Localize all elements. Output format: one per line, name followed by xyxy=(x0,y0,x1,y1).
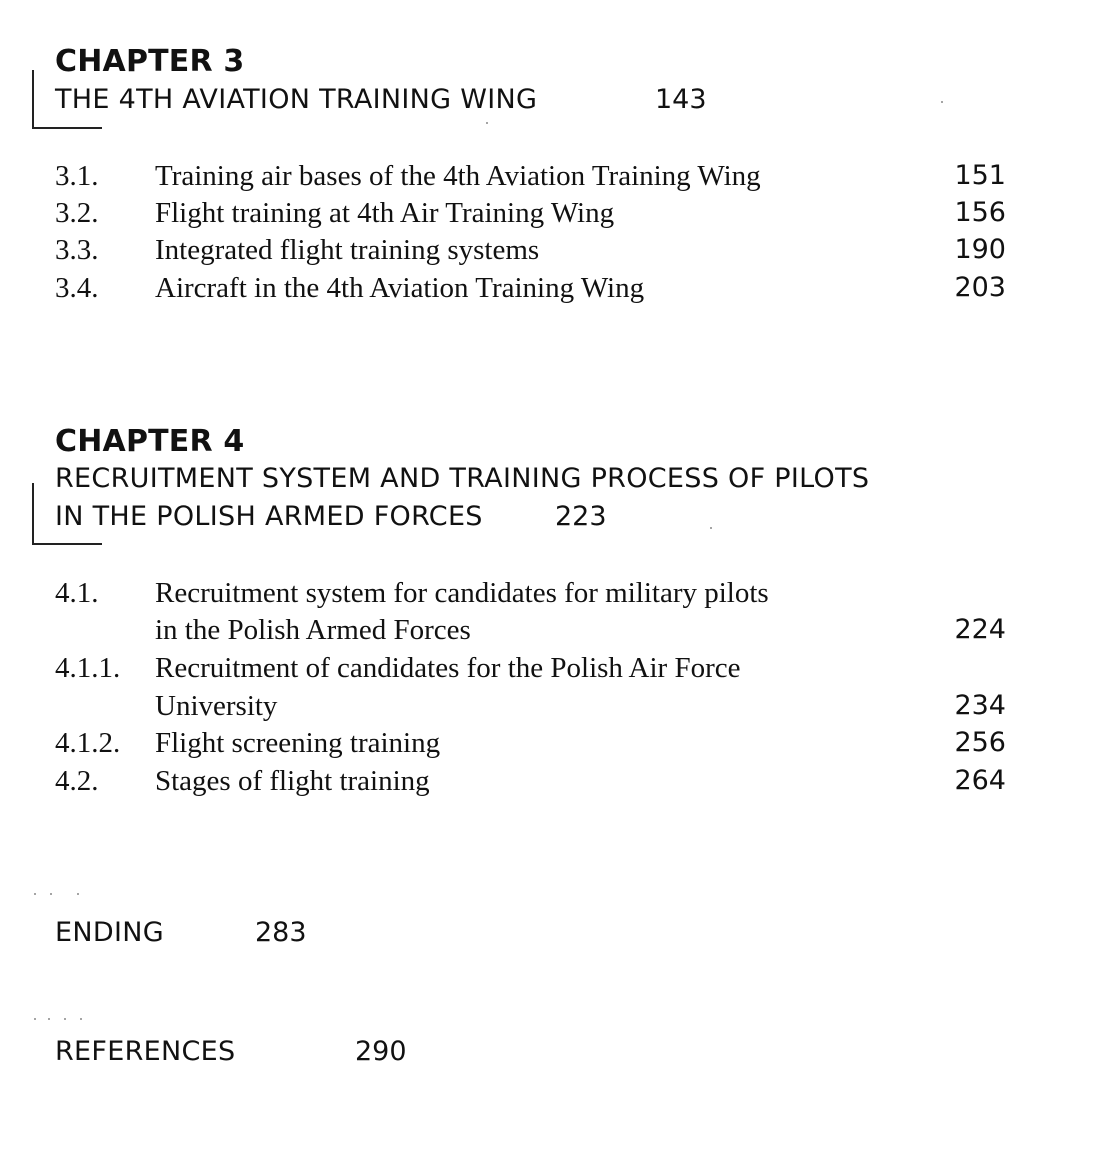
scan-speck xyxy=(77,893,79,895)
toc-entry-number: 3.2. xyxy=(55,197,99,229)
chapter-3-label: CHAPTER 3 xyxy=(55,44,245,79)
scan-speck xyxy=(710,527,712,529)
toc-entry-number: 3.4. xyxy=(55,272,99,304)
toc-entry-title-line-2: in the Polish Armed Forces xyxy=(155,614,471,646)
toc-entry-number: 3.1. xyxy=(55,160,99,192)
scan-speck xyxy=(64,1018,66,1020)
scan-speck xyxy=(34,893,36,895)
chapter-4-label: CHAPTER 4 xyxy=(55,424,245,459)
toc-entry-title: Integrated flight training systems xyxy=(155,234,540,266)
toc-entry-page: 203 xyxy=(954,272,1006,303)
toc-entry-page: 156 xyxy=(954,197,1006,228)
scan-speck xyxy=(941,101,943,103)
toc-entry-title-line-1: Recruitment system for candidates for military pilots xyxy=(155,577,769,609)
chapter-4-title-line-1: RECRUITMENT SYSTEM AND TRAINING PROCESS OF PILOTS xyxy=(55,463,870,494)
toc-entry-title: Aircraft in the 4th Aviation Training Wing xyxy=(155,272,645,304)
toc-entry-title: Stages of flight training xyxy=(155,765,430,797)
chapter-4-bracket-base xyxy=(32,543,102,545)
chapter-4-page: 223 xyxy=(555,501,607,532)
ending-label: ENDING xyxy=(55,917,164,948)
toc-entry-title-line-1: Recruitment of candidates for the Polish Air Force xyxy=(155,652,741,684)
scan-speck xyxy=(80,1018,82,1020)
scan-speck xyxy=(48,1018,50,1020)
chapter-3-title: THE 4TH AVIATION TRAINING WING xyxy=(55,84,538,115)
toc-entry-title: Training air bases of the 4th Aviation Training Wing xyxy=(155,160,761,192)
toc-entry-page: 234 xyxy=(954,690,1006,721)
chapter-3-bracket xyxy=(32,70,34,128)
scan-speck xyxy=(34,1018,36,1020)
chapter-3-bracket-base xyxy=(32,127,102,129)
toc-entry-page: 256 xyxy=(954,727,1006,758)
references-label: REFERENCES xyxy=(55,1036,236,1067)
toc-entry-number: 4.1. xyxy=(55,577,99,609)
toc-entry-title: Flight training at 4th Air Training Wing xyxy=(155,197,615,229)
toc-entry-page: 264 xyxy=(954,765,1006,796)
toc-entry-page: 151 xyxy=(954,160,1006,191)
references-page: 290 xyxy=(355,1036,407,1067)
chapter-4-bracket xyxy=(32,483,34,545)
toc-entry-number: 3.3. xyxy=(55,234,99,266)
ending-page: 283 xyxy=(255,917,307,948)
scan-speck xyxy=(486,122,488,124)
scan-speck xyxy=(50,893,52,895)
toc-entry-number: 4.2. xyxy=(55,765,99,797)
chapter-4-title-line-2: IN THE POLISH ARMED FORCES xyxy=(55,501,483,532)
toc-entry-title: Flight screening training xyxy=(155,727,441,759)
toc-entry-title-line-2: University xyxy=(155,690,278,722)
toc-entry-number: 4.1.1. xyxy=(55,652,121,684)
toc-entry-page: 190 xyxy=(954,234,1006,265)
toc-entry-number: 4.1.2. xyxy=(55,727,121,759)
toc-entry-page: 224 xyxy=(954,614,1006,645)
chapter-3-page: 143 xyxy=(655,84,707,115)
